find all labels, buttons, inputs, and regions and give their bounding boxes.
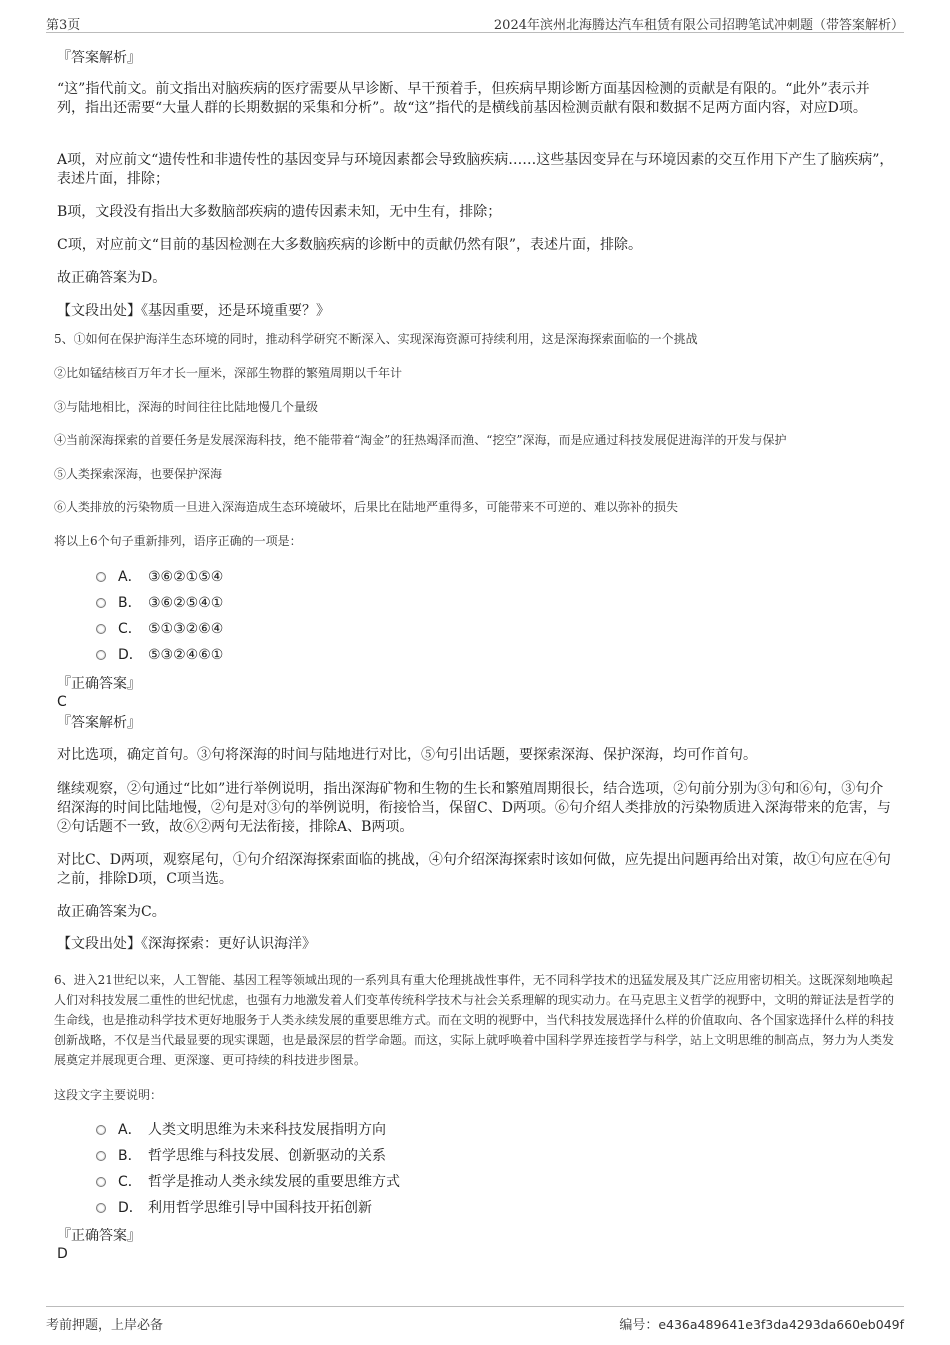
q5-sentence-3: ③与陆地相比，深海的时间往往比陆地慢几个量级 xyxy=(54,400,319,414)
q4-analysis-p1: “这”指代前文。前文指出对脑疾病的医疗需要从早诊断、早干预着手，但疾病早期诊断方面基因检测的贡献是有限的。“此外”表示并列，指出还需要“大量人群的长期数据的采集和分析”。故“这”指代的是横线前基因检测贡献有限和数据不足两方面内容，对应D项。 xyxy=(57,81,870,116)
page-footer xyxy=(46,1306,904,1331)
q5-sentence-6: ⑥人类排放的污染物质一旦进入深海造成生态环境破坏，后果比在陆地严重得多，可能带来不可逆的、难以弥补的损失 xyxy=(54,500,679,514)
q5-source: 【文段出处】《深海探索：更好认识海洋》 xyxy=(57,936,316,952)
q6-answer: D xyxy=(57,1246,68,1262)
q6-option-a[interactable]: A． 人类文明思维为未来科技发展指明方向 xyxy=(96,1120,386,1140)
q4-analysis-p4: C项，对应前文“目前的基因检测在大多数脑疾病的诊断中的贡献仍然有限”，表述片面，排除。 xyxy=(57,237,643,253)
q5-prompt: 将以上6个句子重新排列，语序正确的一项是： xyxy=(54,534,302,548)
radio-icon[interactable] xyxy=(96,650,106,660)
q5-sentence-1: 5、①如何在保护海洋生态环境的同时，推动科学研究不断深入、实现深海资源可持续利用，这是深海探索面临的一个挑战 xyxy=(54,332,698,346)
radio-icon[interactable] xyxy=(96,598,106,608)
q4-analysis-conclusion: 故正确答案为D。 xyxy=(57,270,167,286)
q5-analysis-conclusion: 故正确答案为C。 xyxy=(57,904,166,920)
q4-source: 【文段出处】《基因重要，还是环境重要？》 xyxy=(57,303,330,319)
q6-option-c[interactable]: C． 哲学是推动人类永续发展的重要思维方式 xyxy=(96,1172,400,1192)
radio-icon[interactable] xyxy=(96,1203,106,1213)
document-title: 2024年滨州北海腾达汽车租赁有限公司招聘笔试冲刺题（带答案解析） xyxy=(493,18,904,33)
q5-option-c[interactable]: C． ⑤①③②⑥④ xyxy=(96,619,223,639)
q5-option-b[interactable]: B． ③⑥②⑤④① xyxy=(96,593,223,613)
q5-analysis-p3: 对比C、D两项，观察尾句，①句介绍深海探索面临的挑战，④句介绍深海探索时该如何做，应先提出问题再给出对策，故①句应在④句之前，排除D项，C项当选。 xyxy=(57,852,891,887)
q5-option-a[interactable]: A． ③⑥②①⑤④ xyxy=(96,567,223,587)
radio-icon[interactable] xyxy=(96,572,106,582)
q4-analysis-p3: B项，文段没有指出大多数脑部疾病的遗传因素未知，无中生有，排除； xyxy=(57,204,502,220)
q5-analysis-p2: 继续观察，②句通过“比如”进行举例说明，指出深海矿物和生物的生长和繁殖周期很长，结合选项，②句前分别为③句和⑥句，③句介绍深海的时间比陆地慢，②句是对③句的举例说明，衔接恰当，保留C、D两项。⑥句介绍人类排放的污染物质进入深海带来的危害，与②句话题不一致，故⑥②两句无法衔接，排除A、B两项。 xyxy=(57,781,891,835)
radio-icon[interactable] xyxy=(96,1125,106,1135)
radio-icon[interactable] xyxy=(96,624,106,634)
q5-analysis-p1: 对比选项，确定首句。③句将深海的时间与陆地进行对比，⑤句引出话题，要探索深海、保护深海，均可作首句。 xyxy=(57,747,757,763)
page-header xyxy=(46,12,904,33)
radio-icon[interactable] xyxy=(96,1177,106,1187)
q5-sentence-5: ⑤人类探索深海，也要保护深海 xyxy=(54,467,223,481)
q5-analysis-label: 『答案解析』 xyxy=(57,715,141,731)
q6-answer-label: 『正确答案』 xyxy=(57,1228,141,1244)
document-id: 编号：e436a489641e3f3da4293da660eb049f xyxy=(619,1317,904,1333)
radio-icon[interactable] xyxy=(96,1151,106,1161)
q6-prompt: 这段文字主要说明： xyxy=(54,1088,163,1102)
footer-slogan: 考前押题，上岸必备 xyxy=(46,1318,164,1333)
page-number: 第3页 xyxy=(46,18,81,33)
q6-stem: 6、进入21世纪以来，人工智能、基因工程等领域出现的一系列具有重大伦理挑战性事件，无不同科学技术的迅猛发展及其广泛应用密切相关。这既深刻地唤起人们对科技发展二重性的世纪忧虑，也强有力地激发着人们变革传统科学技术与社会关系理解的现实动力。在马克思主义哲学的视野中，文明的辩证法是哲学的生命线，也是推动科学技术更好地服务于人类永续发展的重要思维方式。而在文明的视野中，当代科技发展选择什么样的价值取向、各个国家选择什么样的科技创新战略，不仅是当代最显要的现实课题，也是最深层的哲学命题。而这，实际上就呼唤着中国科学界连接哲学与科学，站上文明思维的制高点，努力为人类发展奠定并展现更合理、更深邃、更可持续的科技进步图景。 xyxy=(54,973,895,1067)
q5-sentence-4: ④当前深海探索的首要任务是发展深海科技，绝不能带着“淘金”的狂热竭泽而渔、“挖空”深海，而是应通过科技发展促进海洋的开发与保护 xyxy=(54,433,787,447)
q5-option-d[interactable]: D． ⑤③②④⑥① xyxy=(96,645,223,665)
q6-option-d[interactable]: D． 利用哲学思维引导中国科技开拓创新 xyxy=(96,1198,372,1218)
q6-option-b[interactable]: B． 哲学思维与科技发展、创新驱动的关系 xyxy=(96,1146,386,1166)
q5-answer: C xyxy=(57,694,67,710)
q4-analysis-p2: A项，对应前文“遗传性和非遗传性的基因变异与环境因素都会导致脑疾病……这些基因变异在与环境因素的交互作用下产生了脑疾病”，表述片面，排除； xyxy=(57,152,894,187)
q5-sentence-2: ②比如锰结核百万年才长一厘米，深部生物群的繁殖周期以千年计 xyxy=(54,366,403,380)
q4-analysis-label: 『答案解析』 xyxy=(57,50,141,66)
q5-answer-label: 『正确答案』 xyxy=(57,676,141,692)
